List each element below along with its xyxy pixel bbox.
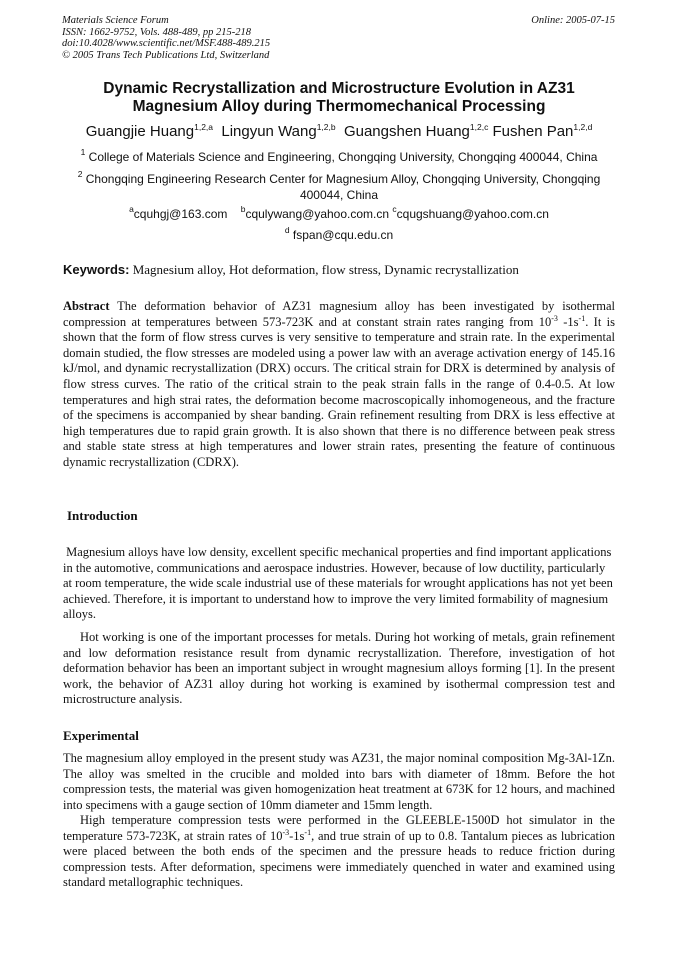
journal-doi: doi:10.4028/www.scientific.net/MSF.488-489.215 xyxy=(62,38,271,49)
title-line-1: Dynamic Recrystallization and Microstructure Evolution in AZ31 xyxy=(103,80,575,97)
abstract-exponent-2: -1 xyxy=(578,313,586,323)
email-link[interactable]: cquhgj@163.com xyxy=(133,207,228,221)
experimental-text-2c: , and true strain of up to 0.8. Tantalum pieces as lubrication were placed between the both ends of the specimen and the pressure heads to reduce friction during compression tests. After deformation, specimens were immediately quenched in water and examined using standard metallographic techniques. xyxy=(63,828,615,890)
experimental-text-2b: -1s xyxy=(289,828,305,843)
journal-header xyxy=(62,15,270,61)
author-affiliation-mark: 1,2,c xyxy=(469,122,489,132)
affiliation-mark: 2 xyxy=(77,169,83,179)
author-list xyxy=(30,122,648,142)
abstract-text-1: The deformation behavior of AZ31 magnesium alloy has been investigated by isothermal compression at temperatures between 573-723K and at constant strain rates ranging from 10 xyxy=(63,299,615,329)
keywords-text: Magnesium alloy, Hot deformation, flow stress, Dynamic recrystallization xyxy=(132,262,519,277)
introduction-text-1: Magnesium alloys have low density, excellent specific mechanical properties and find important applications in the automotive, communications and aerospace industries. However, because of low ductility, particularly at room temperature, the wide scale industrial use of these materials for wrought applications has not yet been achieved. Therefore, it is important to understand how to improve the very limited formability of magnesium alloys. xyxy=(63,545,613,622)
abstract-text-3: . It is shown that the form of flow stress curves is very sensitive to temperature and strain rate. In the experimental domain studied, the flow stresses are modeled using a power law with an average activation energy of 145.16 kJ/mol, and dynamic recrystallization (DRX) occurs. The critical strain for DRX is determined by analysis of flow stress curves. The ratio of the critical strain to the peak strain falls in the range of 0.4-0.5. At low temperatures and high strai rates, the deformation become macroscopically inhomogeneous, and the fracture of the specimens is accompanied by shear banding. Grain refinement resulting from DRX is less effective at high temperatures due to rapid grain growth. It is also shown that there is no difference between peak stress and stable state stress at high temperatures and lower strain rates, presenting the feature of continuous dynamic recrystallization (CDRX). xyxy=(63,314,615,469)
author-name: Guangjie Huang xyxy=(85,123,195,140)
abstract-label: Abstract xyxy=(63,299,110,313)
experimental-paragraph-1: The magnesium alloy employed in the present study was AZ31, the major nominal composition Mg-3Al-1Zn. The alloy was smelted in the crucible and molded into bars with diameter of 18mm. Before the hot compression tests, the material was given homogenization heat treatment at 673K for 12 hours, and machined into specimens with a gauge section of 10mm diameter and 15mm length. xyxy=(63,751,615,812)
abstract-paragraph xyxy=(63,299,615,471)
email-mark: a xyxy=(129,204,134,214)
email-line-2 xyxy=(58,227,620,243)
author-affiliation-mark: 1,2,b xyxy=(316,122,336,132)
title-line-2: Magnesium Alloy during Thermomechanical Processing xyxy=(132,98,546,115)
author-name: Fushen Pan xyxy=(492,123,574,140)
experimental-heading: Experimental xyxy=(63,728,139,743)
email-link[interactable]: fspan@cqu.edu.cn xyxy=(292,228,394,242)
email-link[interactable]: cqugshuang@yahoo.com.cn xyxy=(396,207,549,221)
abstract-exponent-1: -3 xyxy=(551,313,558,323)
abstract-text-2: -1s xyxy=(557,314,579,329)
experimental-text-2a: High temperature compression tests were performed in the GLEEBLE-1500D hot simulator in the temperature 573-723K, at strain rates of 10 xyxy=(63,813,615,843)
experimental-exponent-1: -3 xyxy=(282,827,290,837)
experimental-exponent-2: -1 xyxy=(304,827,312,837)
affiliation-text: Chongqing Engineering Research Center for Magnesium Alloy, Chongqing University, Chongqing 400044, China xyxy=(85,172,601,202)
affiliation-2 xyxy=(58,171,620,203)
email-mark: c xyxy=(392,204,397,214)
online-date: Online: 2005-07-15 xyxy=(531,15,615,26)
experimental-paragraph-2 xyxy=(63,813,615,891)
journal-issn: ISSN: 1662-9752, Vols. 488-489, pp 215-218 xyxy=(62,26,251,38)
email-line-1 xyxy=(58,206,620,222)
author-affiliation-mark: 1,2,d xyxy=(573,122,593,132)
journal-name: Materials Science Forum xyxy=(62,15,169,26)
introduction-paragraph-1 xyxy=(63,545,615,623)
author-affiliation-mark: 1,2,a xyxy=(194,122,214,132)
author-name: Lingyun Wang xyxy=(221,123,317,140)
email-mark: b xyxy=(240,204,246,214)
keywords-label: Keywords: xyxy=(63,262,130,277)
journal-copyright: © 2005 Trans Tech Publications Ltd, Switzerland xyxy=(62,49,270,61)
introduction-paragraph-2: Hot working is one of the important processes for metals. During hot working of metals, grain refinement and low deformation resistance result from dynamic recrystallization. Therefore, investigation of hot deformation behavior has been an important subject in wrought magnesium alloys forming [1]. In the present work, the behavior of AZ31 alloy during hot working is examined by isothermal compression test and microstructure analysis. xyxy=(63,630,615,707)
paper-title xyxy=(40,80,638,116)
affiliation-mark: 1 xyxy=(80,147,86,157)
email-link[interactable]: cqulywang@yahoo.com.cn xyxy=(245,207,390,221)
email-mark: d xyxy=(284,225,290,235)
keywords xyxy=(63,262,615,278)
author-name: Guangshen Huang xyxy=(343,123,470,140)
affiliation-text: College of Materials Science and Engineering, Chongqing University, Chongqing 400044, China xyxy=(88,150,598,164)
introduction-heading: Introduction xyxy=(67,508,138,523)
affiliation-1 xyxy=(58,149,620,165)
